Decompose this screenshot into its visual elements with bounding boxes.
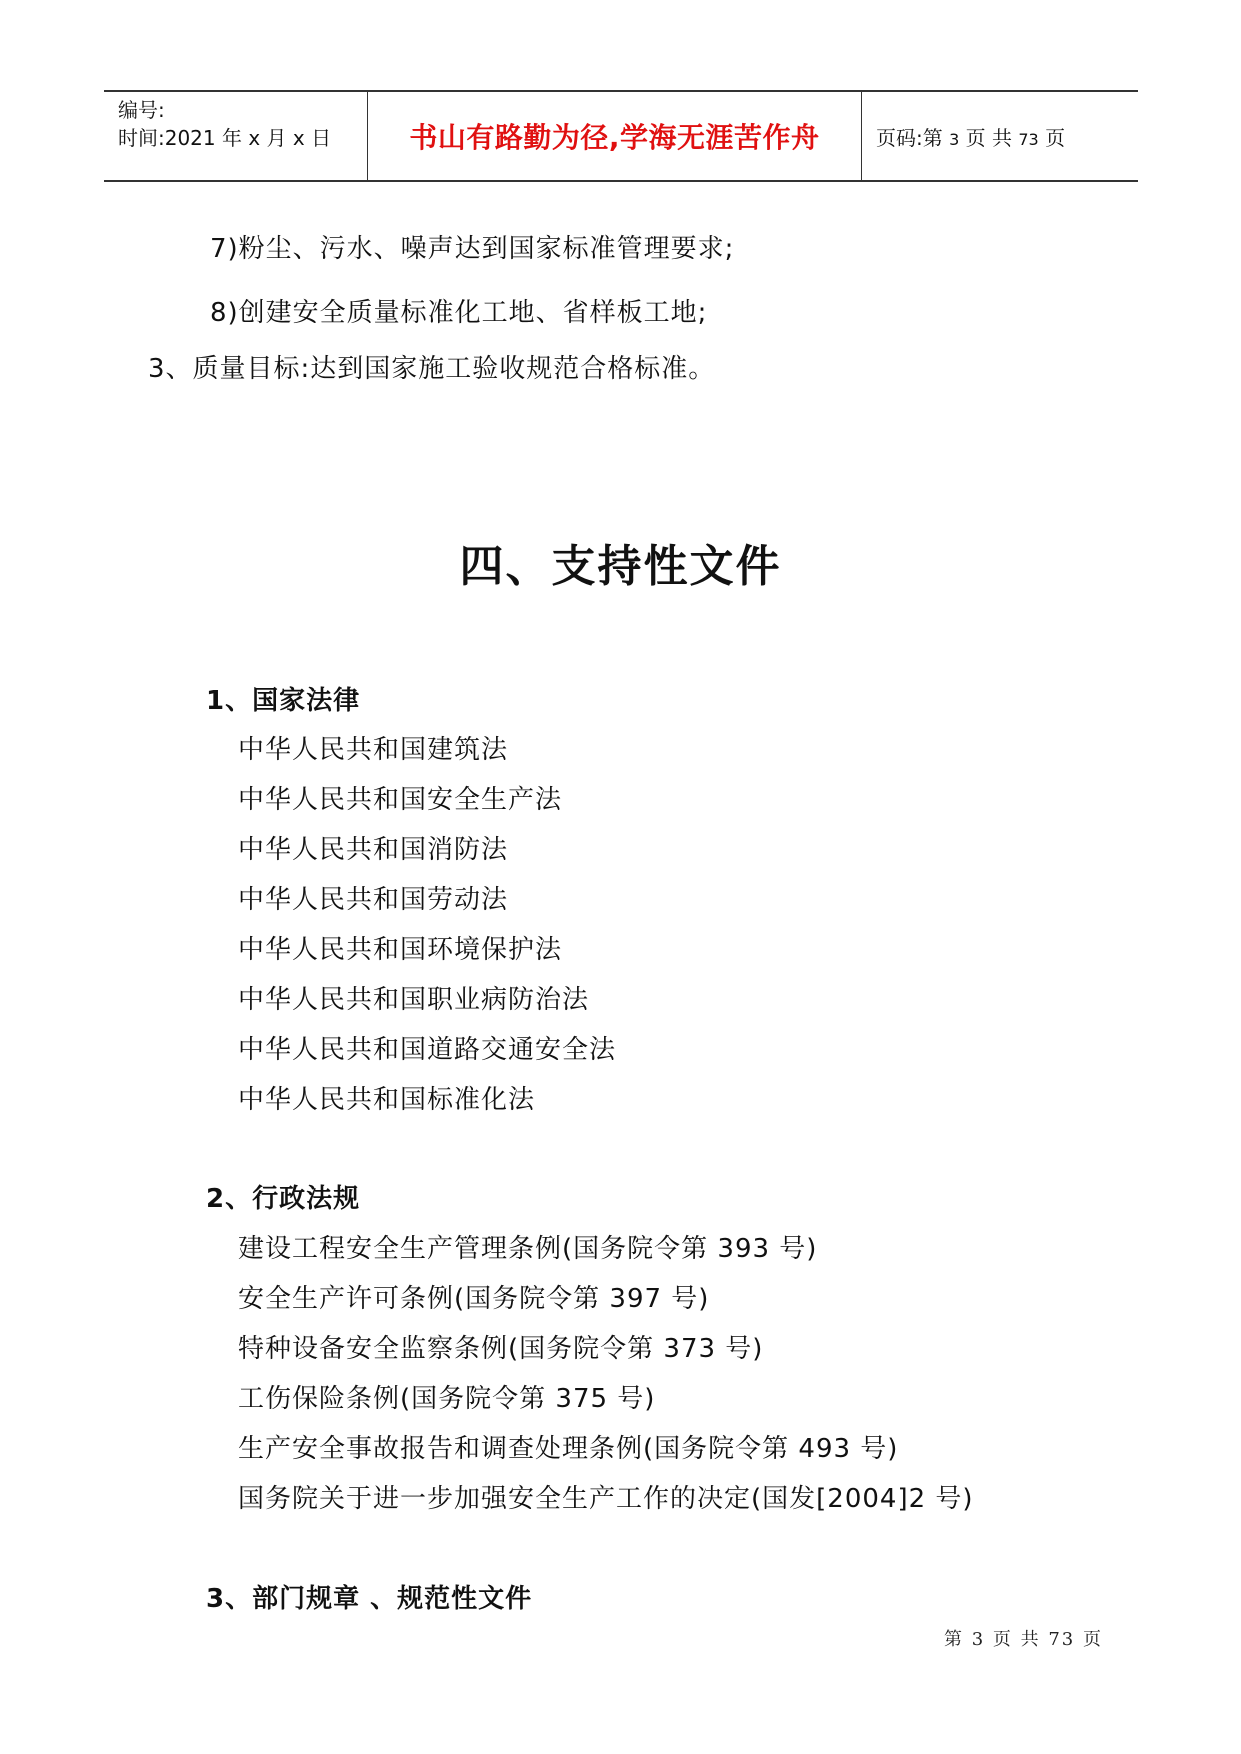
header-motto-cell [368, 92, 862, 180]
document-header [104, 90, 1138, 182]
page-total: 73 [1018, 129, 1039, 149]
law-entry: 中华人民共和国消防法 [238, 835, 509, 865]
header-info-cell [104, 92, 368, 180]
list-item: 8)创建安全质量标准化工地、省样板工地; [210, 298, 708, 328]
section-title: 四、支持性文件 [459, 541, 782, 592]
law-entry: 中华人民共和国建筑法 [238, 735, 509, 765]
law-entry: 中华人民共和国标准化法 [238, 1085, 536, 1115]
law-entry: 中华人民共和国劳动法 [238, 885, 509, 915]
regulation-entry: 安全生产许可条例(国务院令第 397 号) [238, 1284, 710, 1314]
header-motto: 书山有路勤为径,学海无涯苦作舟 [409, 121, 820, 154]
page-footer: 第 3 页 共 73 页 [944, 1629, 1103, 1650]
page-prefix: 页码:第 [876, 125, 943, 150]
document-time-label: 时间:2021 年 x 月 x 日 [118, 126, 332, 150]
page-current: 3 [949, 129, 960, 149]
list-item: 7)粉尘、污水、噪声达到国家标准管理要求; [210, 234, 735, 264]
document-number-label: 编号: [118, 98, 165, 122]
header-page-indicator [876, 122, 1065, 151]
law-entry: 中华人民共和国安全生产法 [238, 785, 563, 815]
regulation-entry: 国务院关于进一步加强安全生产工作的决定(国发[2004]2 号) [238, 1484, 974, 1514]
regulations-heading: 2、行政法规 [206, 1184, 361, 1214]
page-suffix: 页 [1045, 125, 1066, 150]
law-entry: 中华人民共和国环境保护法 [238, 935, 563, 965]
page-mid: 页 共 [965, 125, 1013, 150]
quality-goal: 3、质量目标:达到国家施工验收规范合格标准。 [148, 354, 716, 384]
law-entry: 中华人民共和国道路交通安全法 [238, 1035, 617, 1065]
law-entry: 中华人民共和国职业病防治法 [238, 985, 590, 1015]
header-page-cell [862, 92, 1138, 180]
rules-heading: 3、部门规章 、规范性文件 [206, 1584, 533, 1614]
laws-heading: 1、国家法律 [206, 686, 361, 716]
regulation-entry: 建设工程安全生产管理条例(国务院令第 393 号) [238, 1234, 818, 1264]
regulation-entry: 生产安全事故报告和调查处理条例(国务院令第 493 号) [238, 1434, 899, 1464]
regulation-entry: 工伤保险条例(国务院令第 375 号) [238, 1384, 656, 1414]
regulation-entry: 特种设备安全监察条例(国务院令第 373 号) [238, 1334, 764, 1364]
